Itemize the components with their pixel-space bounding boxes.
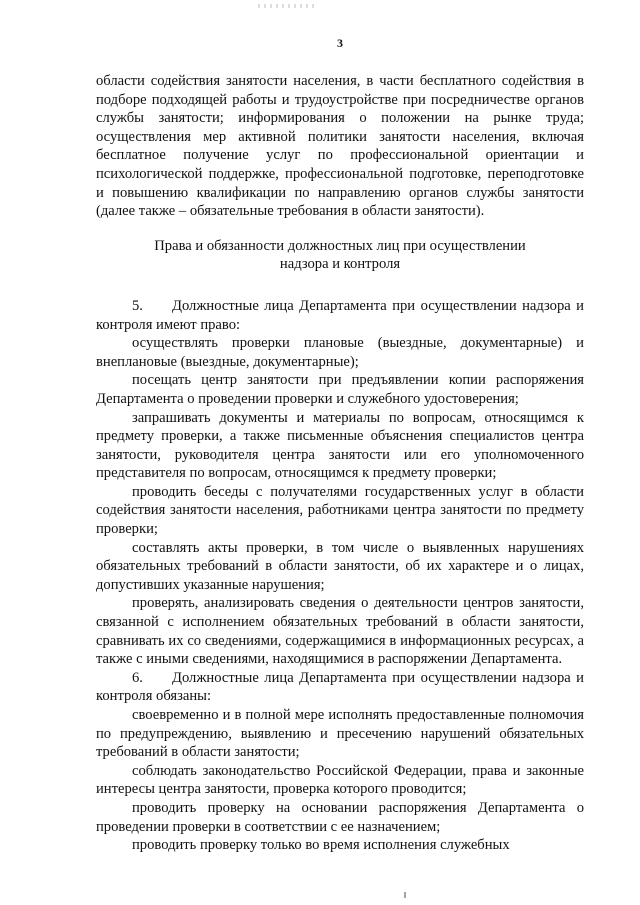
clause-5-text: Должностные лица Департамента при осуществлении надзора и контроля имеют право: (96, 297, 584, 333)
scan-artifact-bottom (404, 892, 406, 898)
clause-5-item: проводить беседы с получателями государственных услуг в области содействия занятости населения, работниками центра занятости по предмету проверки; (96, 483, 584, 538)
clause-5-item: составлять акты проверки, в том числе о выявленных нарушениях обязательных требований в области занятости, об их характере и о лицах, допустивших указанные нарушения; (96, 539, 584, 593)
clause-6-item: проводить проверку только во время исполнения служебных (132, 837, 510, 854)
intro-paragraph: области содействия занятости населения, в части бесплатного содействия в подборе подходящей работы и трудоустройстве при посредничестве органов службы занятости; информирования о положении на рынке труда; осуществления мер активной политики занятости населения, включая бесплатное получение услуг по профессиональной ориентации и психологической поддержке, профессиональной подготовке, переподготовке и повышению квалификации по направлению органов службы занятости (далее также – обязательные требования в области занятости). (96, 73, 584, 220)
clause-6-item: проводить проверку на основании распоряжения Департамента о проведении проверки в соответствии с ее назначением; (96, 799, 584, 835)
clause-5-item: проверять, анализировать сведения о деятельности центров занятости, связанной с исполнением обязательных требований в области занятости, сравнивать их со сведениями, содержащимися в информационных ресурсах, а также с иными сведениями, находящимися в распоряжении Департамента. (96, 595, 584, 668)
clause-6-item: соблюдать законодательство Российской Федерации, права и законные интересы центра занятости, проверка которого проводится; (96, 762, 584, 798)
clause-5-number: 5. (132, 297, 143, 314)
clause-6 (96, 669, 584, 706)
clause-6-number: 6. (132, 669, 143, 686)
clause-6-text: Должностные лица Департамента при осуществлении надзора и контроля обязаны: (96, 669, 584, 705)
clause-5-item: осуществлять проверки плановые (выездные, документарные) и внеплановые (выездные, документарные); (96, 335, 584, 370)
scan-artifact (258, 4, 318, 8)
clause-5 (96, 297, 584, 334)
section-heading-line-1: Права и обязанности должностных лиц при осуществлении (154, 237, 526, 254)
clause-6-item: своевременно и в полной мере исполнять предоставленные полномочия по предупреждению, выявлению и пресечению нарушений обязательных требований в области занятости; (96, 707, 584, 761)
clause-5-item: запрашивать документы и материалы по вопросам, относящимся к предмету проверки, а также письменные объяснения специалистов центра занятости, руководителя центра занятости или его уполномоченного представителя по вопросам, относящимся к предмету проверки; (96, 409, 584, 482)
section-heading-line-2: надзора и контроля (279, 256, 401, 273)
document-body (96, 72, 584, 855)
clause-5-item: посещать центр занятости при предъявлении копии распоряжения Департамента о проведении проверки и служебного удостоверения; (96, 372, 584, 407)
section-heading (96, 237, 584, 274)
page-number: 3 (337, 36, 343, 50)
